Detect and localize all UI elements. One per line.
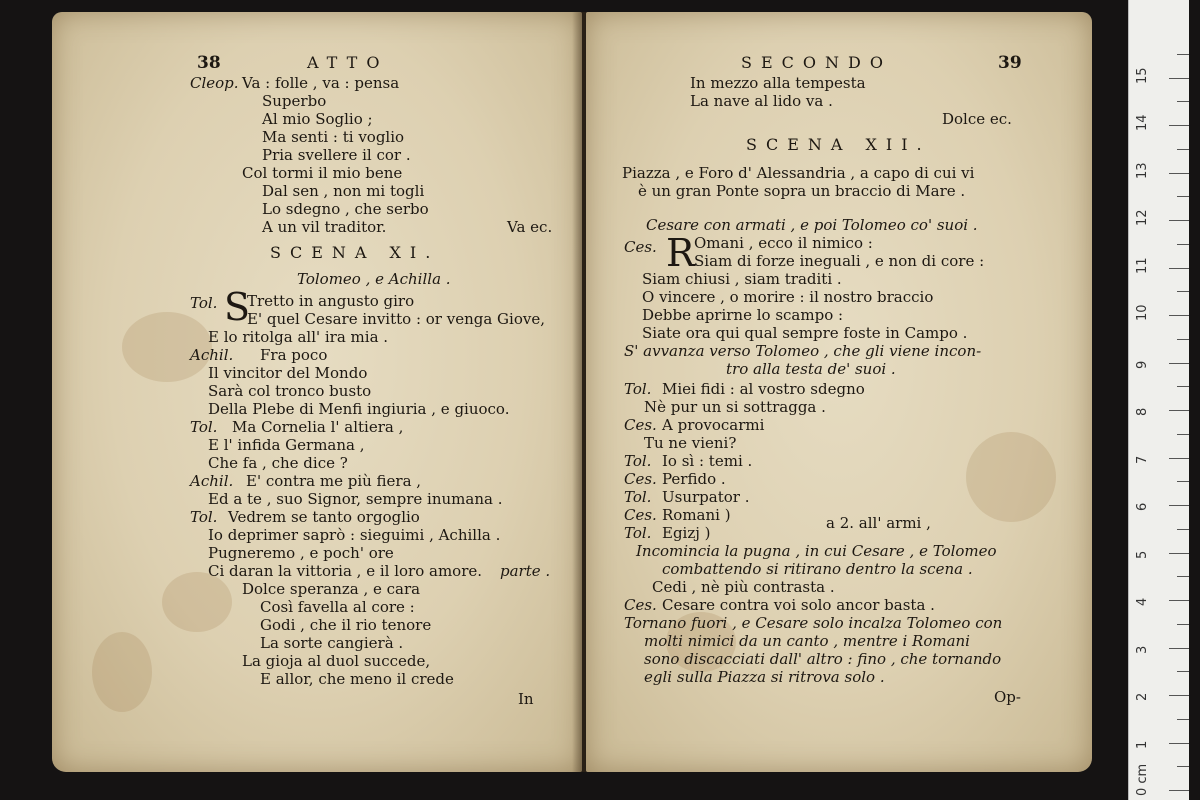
ruler-label: 11 <box>1135 256 1150 274</box>
ruler-tick <box>1169 268 1189 269</box>
text-line: O vincere , o morire : il nostro braccio <box>642 288 934 306</box>
page-number: 39 <box>998 53 1022 73</box>
text-line: Della Plebe di Menfi ingiuria , e giuoco. <box>208 400 510 418</box>
ruler-label: 2 <box>1135 692 1150 701</box>
text-line: Egizj ) <box>662 524 711 542</box>
ruler-tick <box>1177 671 1189 672</box>
ruler-tick <box>1169 125 1189 126</box>
catchword: Op- <box>994 688 1021 706</box>
ruler-tick <box>1177 54 1189 55</box>
ruler-label: 5 <box>1135 550 1150 559</box>
text-line: E lo ritolga all' ira mia . <box>208 328 389 346</box>
text-line: E l' infida Germana , <box>208 436 365 454</box>
ruler-label: 0 cm <box>1135 763 1150 796</box>
text-line: E' contra me più fiera , <box>246 472 422 490</box>
ruler-label: 1 <box>1135 740 1150 749</box>
ruler-label: 8 <box>1135 407 1150 416</box>
drop-cap: R <box>666 231 695 275</box>
ruler-tick <box>1169 173 1189 174</box>
text-line: Cesare contra voi solo ancor basta . <box>662 596 935 614</box>
text-line: Siam chiusi , siam traditi . <box>642 270 842 288</box>
ruler-tick <box>1177 529 1189 530</box>
stage-direction: Tornano fuori , e Cesare solo incalza Tolomeo con <box>624 614 1003 632</box>
text-line: Va ec. <box>507 218 553 236</box>
stage-direction: S' avvanza verso Tolomeo , che gli viene incon- <box>624 342 982 360</box>
text-line: A un vil traditor. <box>262 218 387 236</box>
text-line: a 2. all' armi , <box>826 514 931 532</box>
text-line: Siate ora qui qual sempre foste in Campo . <box>642 324 968 342</box>
speaker: Tol. <box>190 294 218 312</box>
text-line: Io deprimer saprò : sieguimi , Achilla . <box>208 526 501 544</box>
speaker: Achil. <box>190 346 234 364</box>
ruler-tick <box>1169 790 1189 791</box>
right-page <box>586 12 1092 772</box>
stage-direction: tro alla testa de' suoi . <box>726 360 896 378</box>
speaker: Tol. <box>190 418 218 436</box>
ruler-tick <box>1177 624 1189 625</box>
ruler-tick <box>1177 434 1189 435</box>
text-line: Dolce ec. <box>942 110 1012 128</box>
text-line: Godi , che il rio tenore <box>260 616 432 634</box>
text-line: Fra poco <box>260 346 328 364</box>
ruler-tick <box>1169 648 1189 649</box>
speaker: Ces. <box>624 416 657 434</box>
text-line: E' quel Cesare invitto : or venga Giove, <box>247 310 545 328</box>
text-line: Romani ) <box>662 506 731 524</box>
ruler-tick <box>1169 600 1189 601</box>
text-line: La gioja al duol succede, <box>242 652 431 670</box>
ruler-tick <box>1169 315 1189 316</box>
stage-direction: egli sulla Piazza si ritrova solo . <box>644 668 885 686</box>
measurement-ruler <box>1128 0 1189 800</box>
text-line: Pria svellere il cor . <box>262 146 411 164</box>
text-line: Tretto in angusto giro <box>247 292 415 310</box>
stage-direction: Tolomeo , e Achilla . <box>297 270 451 288</box>
text-line: Siam di forze ineguali , e non di core : <box>694 252 985 270</box>
running-head: ATTO <box>307 53 389 72</box>
text-line: Il vincitor del Mondo <box>208 364 368 382</box>
ruler-label: 3 <box>1135 645 1150 654</box>
text-line: Dolce speranza , e cara <box>242 580 421 598</box>
text-line: Ma senti : ti voglio <box>262 128 405 146</box>
ruler-tick <box>1169 78 1189 79</box>
text-line: Ci daran la vittoria , e il loro amore. <box>208 562 483 580</box>
text-line: Io sì : temi . <box>662 452 753 470</box>
ruler-label: 13 <box>1135 161 1150 179</box>
ruler-label: 14 <box>1135 114 1150 131</box>
speaker: Tol. <box>624 488 652 506</box>
stage-direction: combattendo si ritirano dentro la scena . <box>662 560 973 578</box>
text-line: La sorte cangierà . <box>260 634 404 652</box>
speaker: Ces. <box>624 596 657 614</box>
text-line: Così favella al core : <box>260 598 415 616</box>
text-line: Ma Cornelia l' altiera , <box>232 418 404 436</box>
text-line: A provocarmi <box>662 416 765 434</box>
text-line: Omani , ecco il nimico : <box>694 234 873 252</box>
ruler-tick <box>1177 766 1189 767</box>
text-line: La nave al lido va . <box>690 92 833 110</box>
speaker: Tol. <box>624 380 652 398</box>
stage-direction: molti nimici da un canto , mentre i Romani <box>644 632 970 650</box>
ruler-tick <box>1177 101 1189 102</box>
text-line: Va : folle , va : pensa <box>242 74 400 92</box>
ruler-tick <box>1177 719 1189 720</box>
text-line: Al mio Soglio ; <box>262 110 373 128</box>
speaker: Tol. <box>190 508 218 526</box>
text-line: Miei fidi : al vostro sdegno <box>662 380 865 398</box>
ruler-label: 10 <box>1135 304 1150 321</box>
ruler-tick <box>1177 481 1189 482</box>
text-line: Dal sen , non mi togli <box>262 182 425 200</box>
text-line: Ed a te , suo Signor, sempre inumana . <box>208 490 503 508</box>
stage-direction: è un gran Ponte sopra un braccio di Mare . <box>638 182 966 200</box>
text-line: Nè pur un si sottragga . <box>644 398 826 416</box>
ruler-tick <box>1177 386 1189 387</box>
ruler-tick <box>1169 553 1189 554</box>
ruler-label: 9 <box>1135 360 1150 369</box>
speaker: Ces. <box>624 470 657 488</box>
catchword: In <box>518 690 534 708</box>
speaker: Ces. <box>624 506 657 524</box>
stage-direction: parte . <box>500 562 551 580</box>
text-line: Debbe aprirne lo scampo : <box>642 306 844 324</box>
ruler-tick <box>1177 196 1189 197</box>
text-line: Che fa , che dice ? <box>208 454 348 472</box>
text-line: Tu ne vieni? <box>644 434 737 452</box>
ruler-label: 4 <box>1135 597 1150 606</box>
left-page <box>52 12 582 772</box>
ruler-tick <box>1177 576 1189 577</box>
ruler-label: 7 <box>1135 455 1150 464</box>
speaker: Achil. <box>190 472 234 490</box>
stage-direction: sono discacciati dall' altro : fino , che tornando <box>644 650 1002 668</box>
ruler-tick <box>1177 149 1189 150</box>
text-line: E allor, che meno il crede <box>260 670 454 688</box>
text-line: Perfido . <box>662 470 726 488</box>
text-line: Vedrem se tanto orgoglio <box>228 508 420 526</box>
stage-direction: Cesare con armati , e poi Tolomeo co' suoi . <box>646 216 978 234</box>
text-line: Cedi , nè più contrasta . <box>652 578 835 596</box>
scene-heading: SCENA XI. <box>270 243 440 262</box>
ruler-tick <box>1169 410 1189 411</box>
ruler-label: 6 <box>1135 502 1150 511</box>
text-line: Superbo <box>262 92 327 110</box>
text-line: Col tormi il mio bene <box>242 164 403 182</box>
drop-cap: S <box>224 285 251 329</box>
page-number: 38 <box>197 53 221 73</box>
ruler-tick <box>1169 363 1189 364</box>
ruler-label: 12 <box>1135 209 1150 226</box>
ruler-label: 15 <box>1135 66 1150 84</box>
speaker: Cleop. <box>190 74 239 92</box>
speaker: Ces. <box>624 238 657 256</box>
text-line: Sarà col tronco busto <box>208 382 372 400</box>
scene-heading: SCENA XII. <box>746 135 931 154</box>
ruler-tick <box>1177 244 1189 245</box>
text-line: Pugneremo , e poch' ore <box>208 544 394 562</box>
ruler-tick <box>1177 339 1189 340</box>
ruler-tick <box>1169 458 1189 459</box>
running-head: SECONDO <box>741 53 892 72</box>
ruler-tick <box>1177 291 1189 292</box>
ruler-tick <box>1169 743 1189 744</box>
ruler-tick <box>1169 220 1189 221</box>
speaker: Tol. <box>624 452 652 470</box>
stage-direction: Incomincia la pugna , in cui Cesare , e Tolomeo <box>636 542 997 560</box>
speaker: Tol. <box>624 524 652 542</box>
ruler-tick <box>1169 505 1189 506</box>
ruler-tick <box>1169 695 1189 696</box>
text-line: In mezzo alla tempesta <box>690 74 866 92</box>
text-line: Lo sdegno , che serbo <box>262 200 429 218</box>
text-line: Usurpator . <box>662 488 750 506</box>
open-book <box>52 12 1092 784</box>
stage-direction: Piazza , e Foro d' Alessandria , a capo di cui vi <box>622 164 975 182</box>
